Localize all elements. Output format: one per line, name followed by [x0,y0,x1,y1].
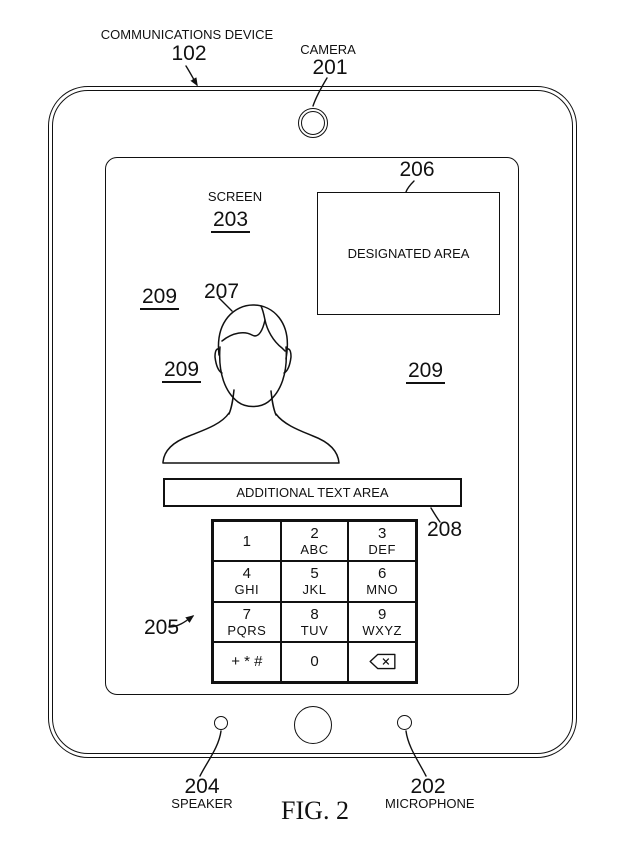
key-7-pqrs: 7 PQRS [213,602,281,642]
microphone-hole [397,715,412,730]
bust-hair-part [261,306,265,320]
bust-shoulders [163,413,339,463]
background-ref-top-left: 209 [142,285,178,308]
key-4-ghi: 4 GHI [213,561,281,601]
speaker-label: SPEAKER [171,796,233,811]
key-symbols: + * # [213,642,281,682]
communications-device-ref: 102 [171,42,207,65]
speaker-ref: 204 [184,775,220,798]
screen-ref: 203 [213,208,249,231]
screen-label: SCREEN [207,189,263,204]
key-6-mno: 6 MNO [348,561,416,601]
keypad-grid [211,519,418,684]
key-backspace [348,642,416,682]
camera-label: CAMERA [300,42,356,57]
home-button [294,706,332,744]
additional-text-area-box [163,478,462,507]
key-9-wxyz: 9 WXYZ [348,602,416,642]
background-ref-right: 209 [408,359,444,382]
bust-face [220,347,287,407]
figure-caption: FIG. 2 [281,796,349,825]
key-2-abc: 2 ABC [281,521,349,561]
additional-text-area-label: ADDITIONAL TEXT AREA [236,485,389,500]
speaker-hole [214,716,228,730]
arrow-device-102 [186,66,197,85]
key-5-jkl: 5 JKL [281,561,349,601]
key-3-def: 3 DEF [348,521,416,561]
bust-hairline [222,320,285,351]
microphone-label: MICROPHONE [385,796,475,811]
designated-area-ref: 206 [399,158,435,181]
key-8-tuv: 8 TUV [281,602,349,642]
key-0: 0 [281,642,349,682]
designated-area-label: DESIGNATED AREA [347,246,470,261]
additional-text-area-ref: 208 [427,518,463,541]
keypad-ref: 205 [144,616,180,639]
camera-lens [298,108,328,138]
user-bust-drawing [145,293,365,471]
key-1: 1 [213,521,281,561]
backspace-icon [369,653,396,670]
bust-hair-outline [218,305,287,359]
user-image-ref: 207 [204,280,240,303]
camera-lens-inner [301,111,325,135]
communications-device-label: COMMUNICATIONS DEVICE [100,27,274,42]
camera-ref: 201 [312,56,348,79]
background-ref-left: 209 [164,358,200,381]
microphone-ref: 202 [410,775,446,798]
